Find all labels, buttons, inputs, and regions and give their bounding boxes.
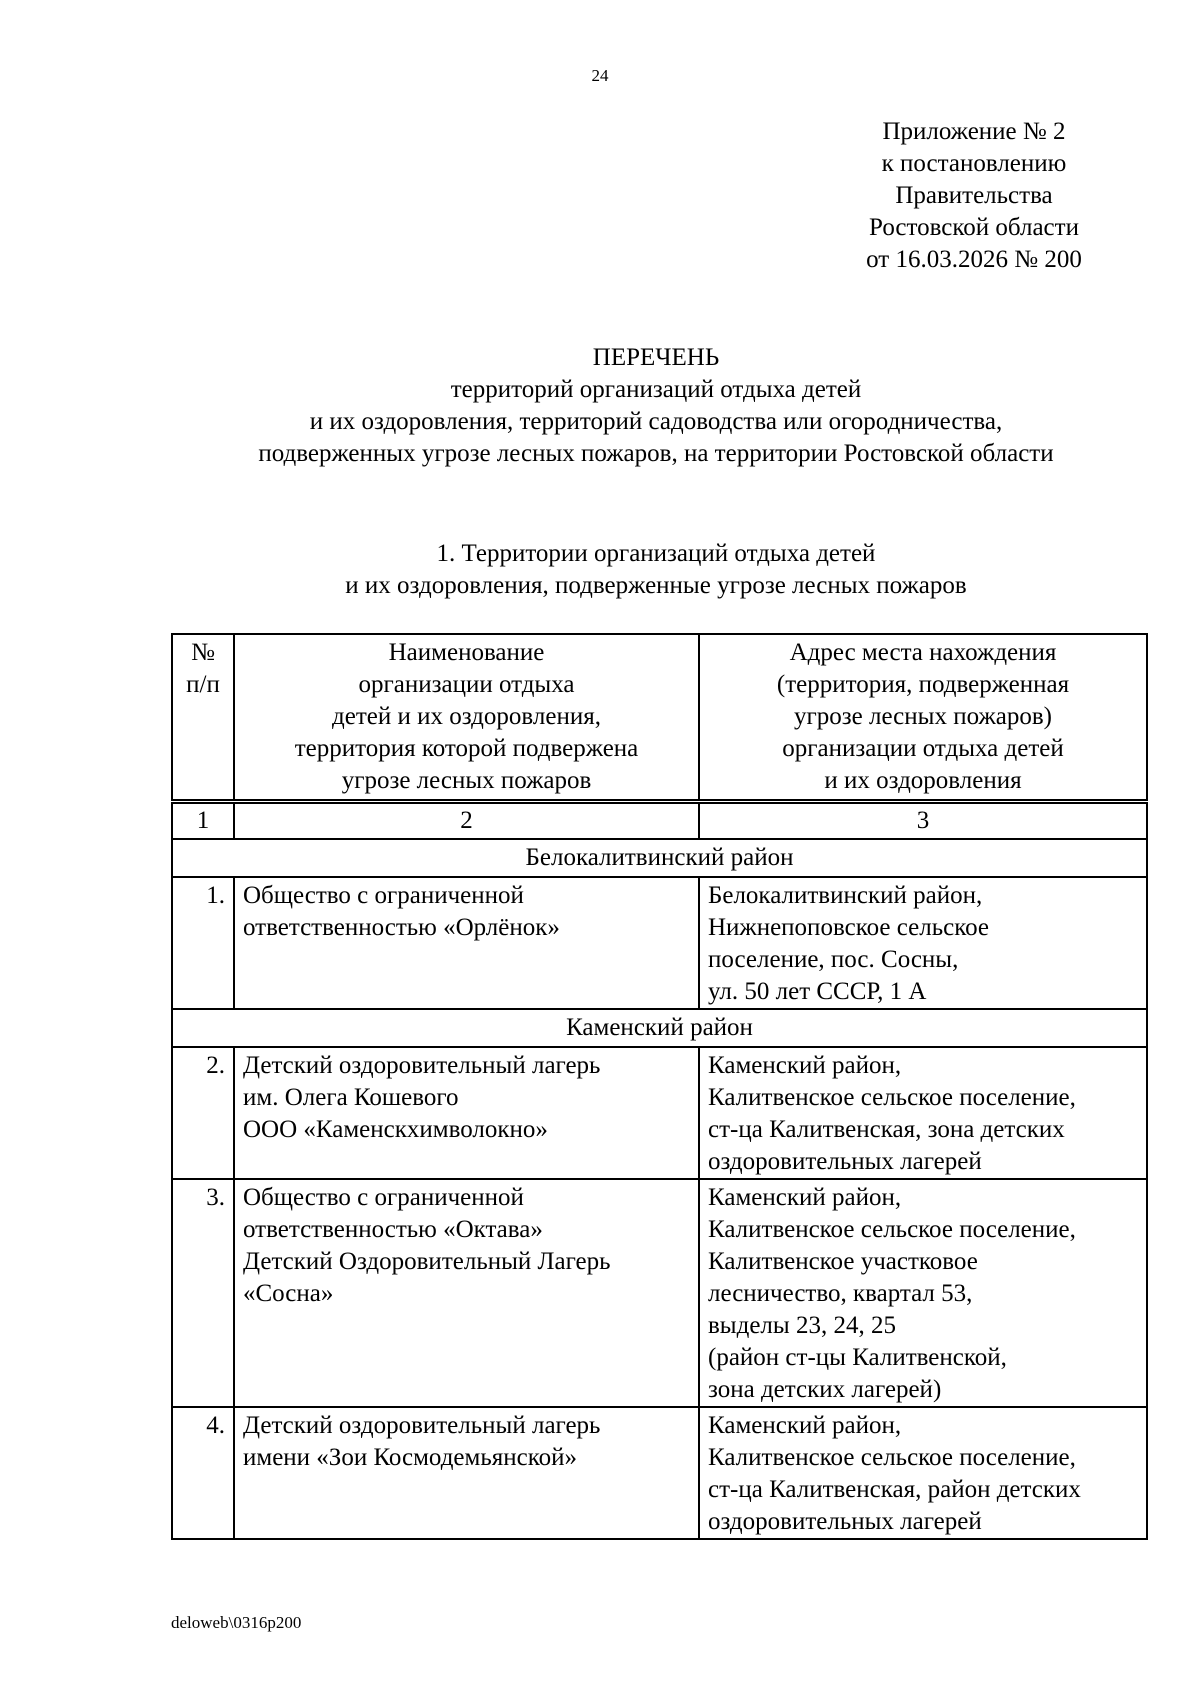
section-heading-line: и их оздоровления, подверженные угрозе лесных пожаров — [345, 572, 967, 599]
organization-name: Детский оздоровительный лагерь им. Олега Кошевого ООО «Каменскхимволокно» — [234, 1047, 699, 1179]
organization-name: Общество с ограниченной ответственностью «Октава» Детский Оздоровительный Лагерь «Сосна» — [234, 1179, 699, 1407]
organization-address: Каменский район, Калитвенское сельское поселение, Калитвенское участковое лесничество, квартал 53, выделы 23, 24, 25 (район ст-цы Калитвенской, зона детских лагерей) — [699, 1179, 1147, 1407]
table-row — [172, 1047, 1147, 1179]
table-row — [172, 1407, 1147, 1539]
column-number: 3 — [699, 802, 1147, 840]
header-cell-name: Наименование организации отдыха детей и их оздоровления, территория которой подвержена угрозе лесных пожаров — [234, 634, 699, 802]
appendix-line: от 16.03.2026 № 200 — [866, 246, 1082, 273]
document-code: deloweb\0316p200 — [171, 1613, 302, 1632]
organization-address: Каменский район, Калитвенское сельское поселение, ст-ца Калитвенская, район детских оздоровительных лагерей — [699, 1407, 1147, 1539]
organizations-table — [171, 633, 1148, 1540]
appendix-line: Приложение № 2 — [882, 118, 1066, 145]
district-row — [172, 1009, 1147, 1047]
table-row — [172, 877, 1147, 1009]
organization-address: Каменский район, Калитвенское сельское поселение, ст-ца Калитвенская, зона детских оздоровительных лагерей — [699, 1047, 1147, 1179]
row-number: 3. — [172, 1179, 234, 1407]
district-name: Белокалитвинский район — [172, 839, 1147, 877]
organization-address: Белокалитвинский район, Нижнепоповское сельское поселение, пос. Сосны, ул. 50 лет СССР, 1 А — [699, 877, 1147, 1009]
row-number: 4. — [172, 1407, 234, 1539]
row-number: 2. — [172, 1047, 234, 1179]
row-number: 1. — [172, 877, 234, 1009]
column-number: 2 — [234, 802, 699, 840]
document-title — [0, 342, 1200, 470]
column-numbering-row — [172, 802, 1147, 840]
header-cell-address: Адрес места нахождения (территория, подверженная угрозе лесных пожаров) организации отдыха детей и их оздоровления — [699, 634, 1147, 802]
title-line: и их оздоровления, территорий садоводства или огородничества, — [309, 408, 1003, 435]
header-cell-number: № п/п — [172, 634, 234, 802]
table-header-row — [172, 634, 1147, 802]
section-heading-line: 1. Территории организаций отдыха детей — [436, 540, 876, 567]
appendix-block — [838, 116, 1110, 276]
district-row — [172, 839, 1147, 877]
table-row — [172, 1179, 1147, 1407]
column-number: 1 — [172, 802, 234, 840]
title-heading: ПЕРЕЧЕНЬ — [592, 344, 720, 371]
district-name: Каменский район — [172, 1009, 1147, 1047]
appendix-line: к постановлению — [881, 150, 1067, 177]
appendix-line: Ростовской области — [869, 214, 1079, 241]
page-number: 24 — [591, 66, 609, 85]
organization-name: Общество с ограниченной ответственностью «Орлёнок» — [234, 877, 699, 1009]
section-heading — [0, 538, 1200, 602]
title-line: территорий организаций отдыха детей — [450, 376, 862, 403]
title-line: подверженных угрозе лесных пожаров, на территории Ростовской области — [258, 440, 1054, 467]
appendix-line: Правительства — [895, 182, 1053, 209]
organization-name: Детский оздоровительный лагерь имени «Зои Космодемьянской» — [234, 1407, 699, 1539]
